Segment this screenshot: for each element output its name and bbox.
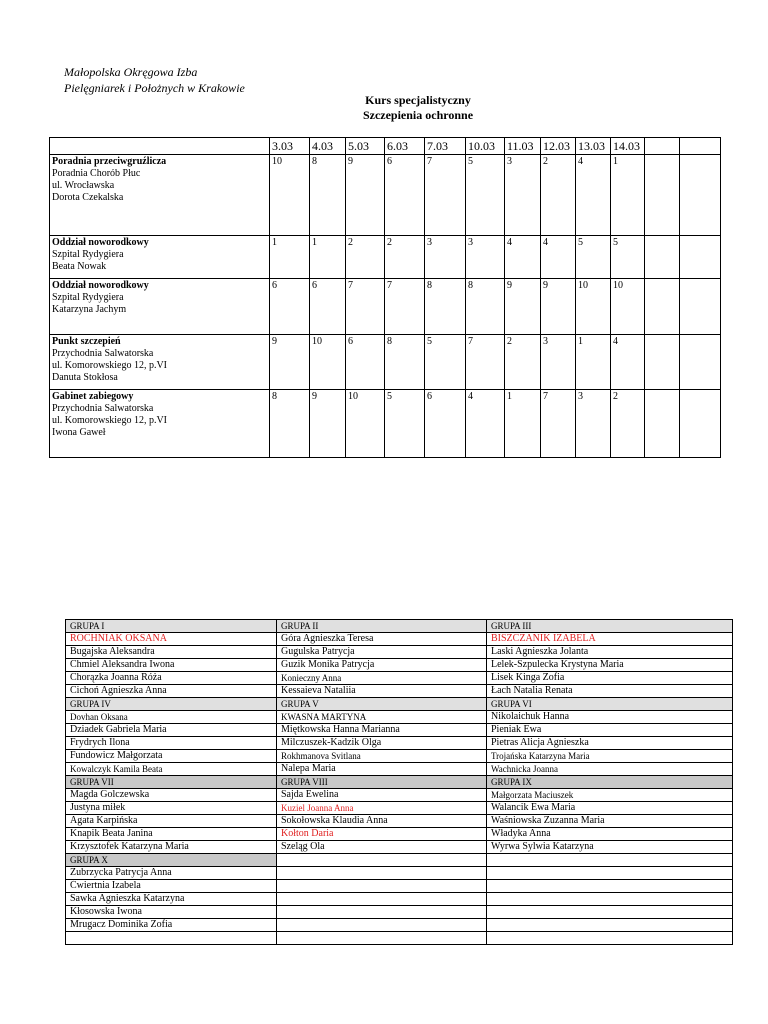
group-number-cell: 5 [385, 390, 425, 458]
empty-cell [487, 867, 733, 880]
group-number-cell: 8 [310, 155, 346, 236]
group-member-row [66, 724, 733, 737]
group-number-cell: 9 [541, 279, 576, 335]
group-member-row [66, 672, 733, 685]
group-member: Konieczny Anna [277, 672, 487, 685]
group-number-cell: 2 [505, 335, 541, 390]
date-cell: 5.03 [346, 138, 385, 155]
date-cell: 6.03 [385, 138, 425, 155]
group-header: GRUPA VIII [277, 776, 487, 789]
group-member: Kuziel Joanna Anna [277, 802, 487, 815]
site-detail: Danuta Stokłosa [52, 372, 118, 383]
schedule-row [50, 335, 721, 390]
group-member-row [66, 880, 733, 893]
group-number-cell [680, 279, 721, 335]
group-number-cell [645, 155, 680, 236]
date-cell [645, 138, 680, 155]
group-member: Knapik Beata Janina [66, 828, 277, 841]
group-header-row [66, 620, 733, 633]
schedule-row [50, 390, 721, 458]
group-member: Cichoń Agnieszka Anna [66, 685, 277, 698]
group-member-row [66, 802, 733, 815]
schedule-row [50, 155, 721, 236]
group-member-row [66, 789, 733, 802]
group-member: Nalepa Maria [277, 763, 487, 776]
course-title-line-1: Kurs specjalistyczny [365, 93, 471, 107]
date-cell: 14.03 [611, 138, 645, 155]
group-number-cell: 5 [425, 335, 466, 390]
group-member: Lisek Kinga Zofia [487, 672, 733, 685]
site-detail: Szpital Rydygiera [52, 249, 124, 260]
organization-line-2: Pielęgniarek i Położnych w Krakowie [64, 81, 245, 95]
empty-cell [487, 893, 733, 906]
organization-line-1: Małopolska Okręgowa Izba [64, 65, 198, 79]
group-number-cell: 6 [425, 390, 466, 458]
empty-cell [277, 919, 487, 932]
group-number-cell: 7 [346, 279, 385, 335]
group-number-cell: 4 [541, 236, 576, 279]
group-header-row [66, 776, 733, 789]
group-member-row [66, 815, 733, 828]
group-header-row [66, 854, 733, 867]
group-header: GRUPA V [277, 698, 487, 711]
group-member: Góra Agnieszka Teresa [277, 633, 487, 646]
group-number-cell: 2 [346, 236, 385, 279]
group-number-cell: 8 [466, 279, 505, 335]
group-header-row [66, 698, 733, 711]
date-cell: 10.03 [466, 138, 505, 155]
group-number-cell: 7 [425, 155, 466, 236]
group-member: Kowalczyk Kamila Beata [66, 763, 277, 776]
group-number-cell: 5 [576, 236, 611, 279]
group-header: GRUPA VII [66, 776, 277, 789]
group-number-cell: 3 [466, 236, 505, 279]
group-number-cell: 1 [611, 155, 645, 236]
group-member: Guzik Monika Patrycja [277, 659, 487, 672]
site-detail: Poradnia Chorób Płuc [52, 168, 141, 179]
site-cell [50, 155, 270, 236]
site-name: Gabinet zabiegowy [52, 391, 134, 402]
group-number-cell: 4 [505, 236, 541, 279]
group-member: Walancik Ewa Maria [487, 802, 733, 815]
group-member: Waśniowska Zuzanna Maria [487, 815, 733, 828]
group-number-cell: 7 [541, 390, 576, 458]
empty-cell [277, 880, 487, 893]
course-title-line-2: Szczepienia ochronne [362, 108, 474, 122]
group-number-cell: 3 [425, 236, 466, 279]
empty-cell [487, 880, 733, 893]
group-member: Sokołowska Klaudia Anna [277, 815, 487, 828]
site-name: Punkt szczepień [52, 336, 121, 347]
schedule-row [50, 236, 721, 279]
group-member-row [66, 737, 733, 750]
group-number-cell: 7 [385, 279, 425, 335]
group-member: Magda Golczewska [66, 789, 277, 802]
date-cell: 13.03 [576, 138, 611, 155]
site-cell [50, 335, 270, 390]
site-cell [50, 390, 270, 458]
group-number-cell: 9 [270, 335, 310, 390]
empty-cell [277, 854, 487, 867]
empty-cell [487, 906, 733, 919]
site-detail: Szpital Rydygiera [52, 292, 124, 303]
site-name: Oddział noworodkowy [52, 280, 149, 291]
group-member-row [66, 919, 733, 932]
empty-cell [487, 932, 733, 945]
site-detail: ul. Komorowskiego 12, p.VI [52, 415, 167, 426]
site-detail: Przychodnia Salwatorska [52, 348, 154, 359]
group-header: GRUPA II [277, 620, 487, 633]
group-number-cell: 9 [310, 390, 346, 458]
site-detail: ul. Wrocławska [52, 180, 115, 191]
group-number-cell: 8 [270, 390, 310, 458]
site-detail: Dorota Czekalska [52, 192, 124, 203]
empty-cell [66, 932, 277, 945]
group-number-cell: 2 [541, 155, 576, 236]
group-number-cell [680, 390, 721, 458]
group-member: Miętkowska Hanna Marianna [277, 724, 487, 737]
group-member-row [66, 659, 733, 672]
group-member: Frydrych Ilona [66, 737, 277, 750]
group-member: KWASNA MARTYNA [277, 711, 487, 724]
group-member-row [66, 763, 733, 776]
schedule-table [49, 137, 721, 458]
group-member-row [66, 932, 733, 945]
group-number-cell: 1 [576, 335, 611, 390]
group-member: Dziadek Gabriela Maria [66, 724, 277, 737]
group-number-cell: 10 [346, 390, 385, 458]
group-member: ROCHNIAK OKSANA [66, 633, 277, 646]
groups-table [65, 619, 733, 945]
site-name: Poradnia przeciwgruźlicza [52, 156, 167, 167]
site-name: Oddział noworodkowy [52, 237, 149, 248]
group-member-row [66, 828, 733, 841]
group-number-cell: 5 [611, 236, 645, 279]
group-member-row [66, 893, 733, 906]
group-member: Wachnicka Joanna [487, 763, 733, 776]
group-number-cell: 1 [270, 236, 310, 279]
group-member-row [66, 867, 733, 880]
header-empty-cell [50, 138, 270, 155]
group-member: Pietras Alicja Agnieszka [487, 737, 733, 750]
group-member: Małgorzata Maciuszek [487, 789, 733, 802]
group-number-cell: 10 [576, 279, 611, 335]
group-member: BISZCZANIK IZABELA [487, 633, 733, 646]
group-number-cell: 7 [466, 335, 505, 390]
group-member: Dovhan Oksana [66, 711, 277, 724]
group-member: Gugulska Patrycja [277, 646, 487, 659]
group-number-cell: 2 [385, 236, 425, 279]
group-number-cell: 3 [576, 390, 611, 458]
group-number-cell [645, 335, 680, 390]
group-member: Nikolaichuk Hanna [487, 711, 733, 724]
group-member: Pieniak Ewa [487, 724, 733, 737]
group-member: Chorązka Joanna Róża [66, 672, 277, 685]
group-member-row [66, 646, 733, 659]
group-member: Sawka Agnieszka Katarzyna [66, 893, 277, 906]
group-member: Mrugacz Dominika Zofia [66, 919, 277, 932]
group-member: Władyka Anna [487, 828, 733, 841]
group-number-cell: 4 [466, 390, 505, 458]
group-member-row [66, 906, 733, 919]
group-number-cell: 1 [505, 390, 541, 458]
group-member-row [66, 685, 733, 698]
site-detail: Katarzyna Jachym [52, 304, 127, 315]
course-title [250, 93, 586, 123]
group-header: GRUPA IV [66, 698, 277, 711]
group-member: Justyna miłek [66, 802, 277, 815]
organization-name [64, 64, 245, 96]
group-number-cell: 10 [611, 279, 645, 335]
empty-cell [277, 906, 487, 919]
date-cell [680, 138, 721, 155]
site-detail: Iwona Gaweł [52, 427, 106, 438]
group-number-cell: 3 [505, 155, 541, 236]
group-header: GRUPA I [66, 620, 277, 633]
site-detail: Beata Nowak [52, 261, 107, 272]
site-detail: Przychodnia Salwatorska [52, 403, 154, 414]
group-number-cell: 3 [541, 335, 576, 390]
group-member: Trojańska Katarzyna Maria [487, 750, 733, 763]
group-number-cell [680, 155, 721, 236]
group-number-cell: 4 [576, 155, 611, 236]
group-number-cell: 8 [385, 335, 425, 390]
group-number-cell: 6 [310, 279, 346, 335]
group-number-cell: 4 [611, 335, 645, 390]
group-member: Kłosowska Iwona [66, 906, 277, 919]
group-number-cell: 9 [346, 155, 385, 236]
schedule-header-row [50, 138, 721, 155]
group-member: Kessaieva Nataliia [277, 685, 487, 698]
group-member: Krzysztofek Katarzyna Maria [66, 841, 277, 854]
group-member: Kołton Daria [277, 828, 487, 841]
group-member: Bugajska Aleksandra [66, 646, 277, 659]
empty-cell [277, 893, 487, 906]
date-cell: 11.03 [505, 138, 541, 155]
group-number-cell: 6 [346, 335, 385, 390]
group-member: Szeląg Ola [277, 841, 487, 854]
empty-cell [487, 919, 733, 932]
group-member: Agata Karpińska [66, 815, 277, 828]
group-number-cell: 9 [505, 279, 541, 335]
group-number-cell [645, 390, 680, 458]
group-member: Wyrwa Sylwia Katarzyna [487, 841, 733, 854]
site-cell [50, 236, 270, 279]
site-detail: ul. Komorowskiego 12, p.VI [52, 360, 167, 371]
group-number-cell: 8 [425, 279, 466, 335]
group-number-cell: 5 [466, 155, 505, 236]
group-number-cell [645, 279, 680, 335]
date-cell: 7.03 [425, 138, 466, 155]
group-member-row [66, 633, 733, 646]
group-member: Lelek-Szpulecka Krystyna Maria [487, 659, 733, 672]
group-member-row [66, 841, 733, 854]
group-number-cell [680, 335, 721, 390]
date-cell: 3.03 [270, 138, 310, 155]
group-member: Fundowicz Małgorzata [66, 750, 277, 763]
schedule-row [50, 279, 721, 335]
group-header: GRUPA VI [487, 698, 733, 711]
group-number-cell: 6 [270, 279, 310, 335]
group-member: Milczuszek-Kadzik Olga [277, 737, 487, 750]
group-number-cell: 10 [310, 335, 346, 390]
group-member-row [66, 711, 733, 724]
group-header: GRUPA X [66, 854, 277, 867]
empty-cell [277, 867, 487, 880]
group-header: GRUPA IX [487, 776, 733, 789]
empty-cell [487, 854, 733, 867]
site-cell [50, 279, 270, 335]
group-number-cell: 10 [270, 155, 310, 236]
group-member: Laski Agnieszka Jolanta [487, 646, 733, 659]
group-header: GRUPA III [487, 620, 733, 633]
group-number-cell [680, 236, 721, 279]
group-member: Zubrzycka Patrycja Anna [66, 867, 277, 880]
group-number-cell: 6 [385, 155, 425, 236]
group-member-row [66, 750, 733, 763]
group-member: Łach Natalia Renata [487, 685, 733, 698]
date-cell: 4.03 [310, 138, 346, 155]
group-member: Chmiel Aleksandra Iwona [66, 659, 277, 672]
group-number-cell [645, 236, 680, 279]
group-number-cell: 2 [611, 390, 645, 458]
empty-cell [277, 932, 487, 945]
group-member: Sajda Ewelina [277, 789, 487, 802]
group-number-cell: 1 [310, 236, 346, 279]
group-member: Rokhmanova Svitlana [277, 750, 487, 763]
date-cell: 12.03 [541, 138, 576, 155]
group-member: Ćwiertnia Izabela [66, 880, 277, 893]
